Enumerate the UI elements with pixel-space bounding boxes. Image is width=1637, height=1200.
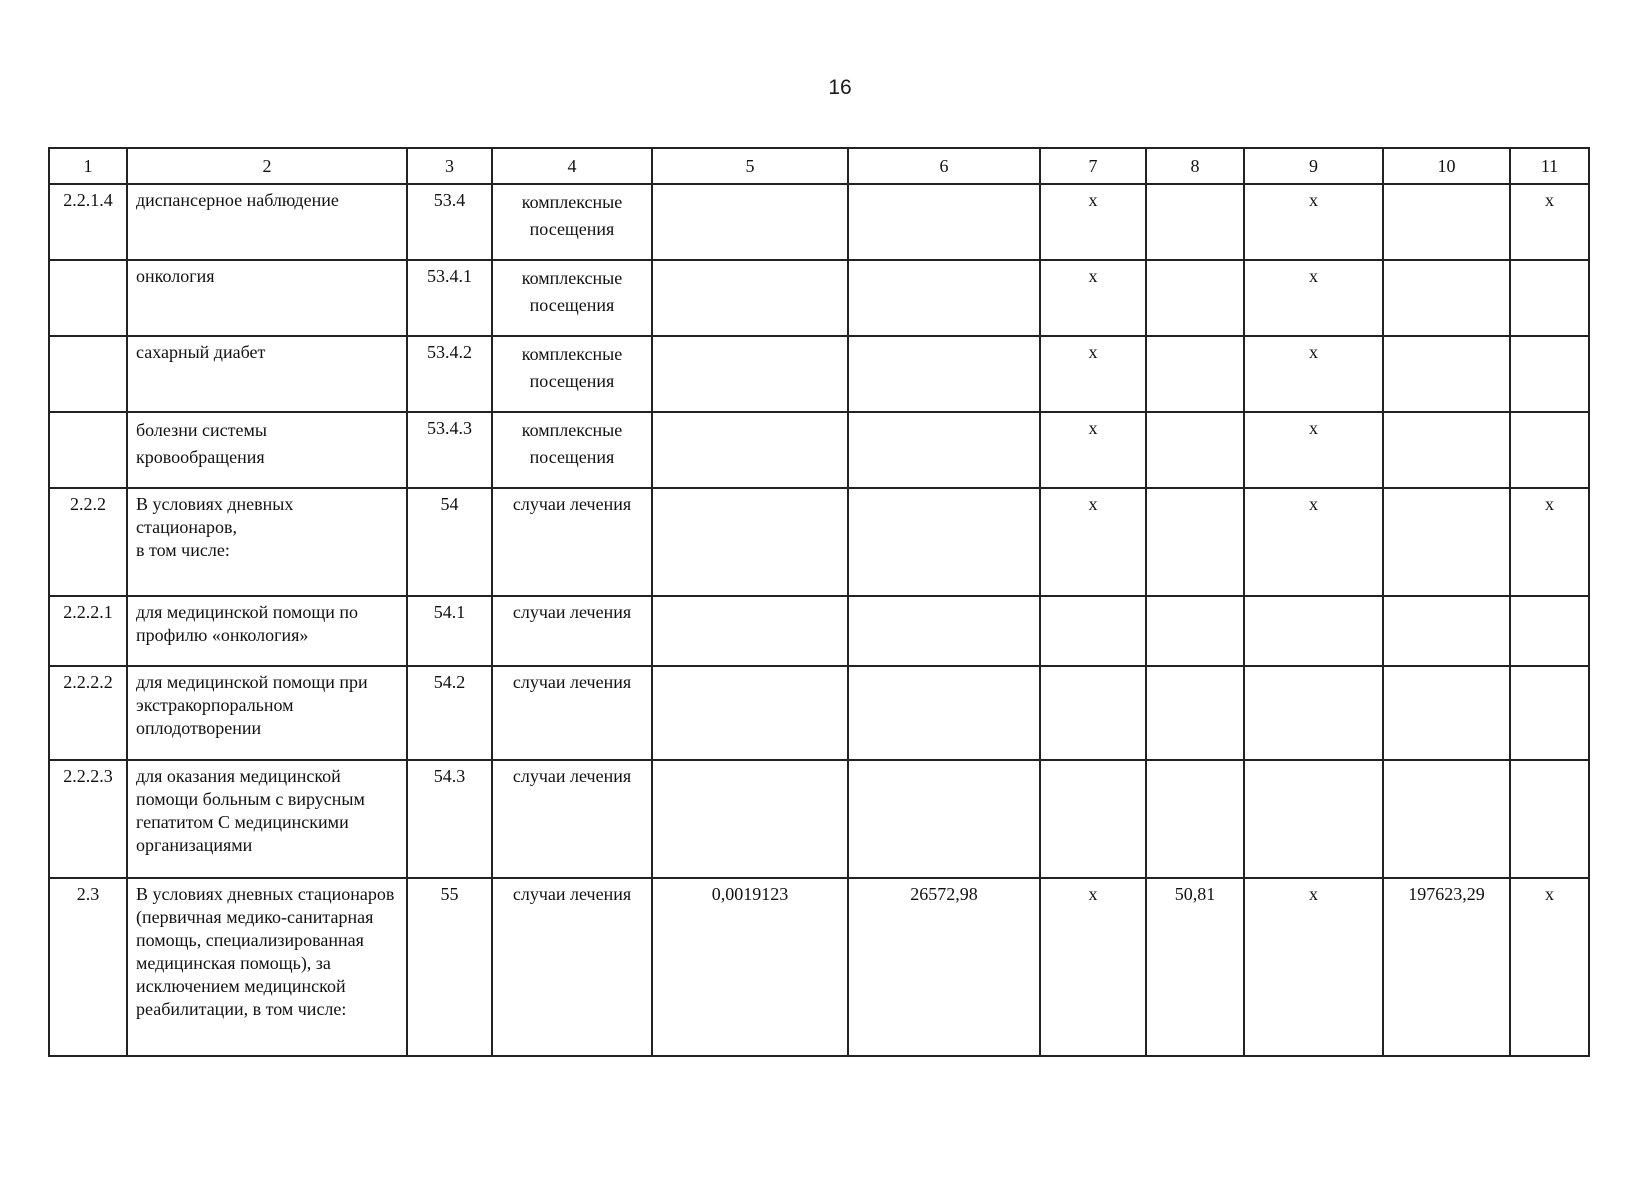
value-cell [1244, 666, 1383, 760]
value-cell [1146, 488, 1244, 596]
header-cell: 6 [848, 148, 1040, 184]
value-cell [1510, 412, 1589, 488]
value-cell [1510, 260, 1589, 336]
header-cell: 9 [1244, 148, 1383, 184]
value-cell [1040, 760, 1146, 878]
value-cell [1383, 760, 1510, 878]
value-cell [1510, 596, 1589, 666]
table-header-row [49, 148, 1589, 184]
line-code-cell: 53.4 [407, 184, 492, 260]
value-cell [1040, 666, 1146, 760]
value-cell [1244, 760, 1383, 878]
value-cell: х [1510, 184, 1589, 260]
units-cell: случаи лечения [492, 760, 652, 878]
value-cell [1244, 596, 1383, 666]
header-cell: 2 [127, 148, 407, 184]
row-number-cell: 2.3 [49, 878, 127, 1056]
table-row [49, 184, 1589, 260]
value-cell [848, 596, 1040, 666]
value-cell: 197623,29 [1383, 878, 1510, 1056]
header-cell: 5 [652, 148, 848, 184]
page-number: 16 [828, 76, 852, 99]
value-cell [1383, 596, 1510, 666]
value-cell: х [1244, 184, 1383, 260]
value-cell [1510, 336, 1589, 412]
line-code-cell: 54.2 [407, 666, 492, 760]
value-cell [1383, 666, 1510, 760]
units-cell: случаи лечения [492, 488, 652, 596]
value-cell [848, 760, 1040, 878]
value-cell [1146, 412, 1244, 488]
units-cell: комплексные посещения [492, 336, 652, 412]
value-cell: х [1040, 336, 1146, 412]
header-cell: 4 [492, 148, 652, 184]
name-cell: для медицинской помощи по профилю «онкология» [127, 596, 407, 666]
units-cell: комплексные посещения [492, 260, 652, 336]
value-cell: х [1040, 412, 1146, 488]
row-number-cell: 2.2.2.2 [49, 666, 127, 760]
header-cell: 8 [1146, 148, 1244, 184]
row-number-cell: 2.2.2.3 [49, 760, 127, 878]
value-cell [652, 184, 848, 260]
value-cell [652, 412, 848, 488]
value-cell: х [1244, 488, 1383, 596]
value-cell [652, 336, 848, 412]
value-cell [1146, 596, 1244, 666]
row-number-cell: 2.2.1.4 [49, 184, 127, 260]
row-number-cell [49, 260, 127, 336]
value-cell [1146, 666, 1244, 760]
value-cell [652, 260, 848, 336]
table-row [49, 760, 1589, 878]
table-row [49, 878, 1589, 1056]
value-cell [848, 336, 1040, 412]
name-cell: для медицинской помощи при экстракорпоральном оплодотворении [127, 666, 407, 760]
line-code-cell: 54 [407, 488, 492, 596]
line-code-cell: 54.1 [407, 596, 492, 666]
value-cell [1146, 760, 1244, 878]
value-cell: х [1244, 878, 1383, 1056]
value-cell [652, 488, 848, 596]
header-cell: 10 [1383, 148, 1510, 184]
data-table [48, 147, 1590, 1057]
value-cell: х [1244, 412, 1383, 488]
row-number-cell: 2.2.2 [49, 488, 127, 596]
value-cell [1146, 184, 1244, 260]
value-cell [1510, 760, 1589, 878]
value-cell [848, 184, 1040, 260]
value-cell: х [1040, 260, 1146, 336]
value-cell [1383, 260, 1510, 336]
line-code-cell: 53.4.1 [407, 260, 492, 336]
value-cell [1040, 596, 1146, 666]
table-row [49, 260, 1589, 336]
value-cell: х [1040, 488, 1146, 596]
row-number-cell [49, 412, 127, 488]
table-row [49, 666, 1589, 760]
value-cell [848, 488, 1040, 596]
value-cell: х [1244, 336, 1383, 412]
value-cell: 26572,98 [848, 878, 1040, 1056]
line-code-cell: 53.4.2 [407, 336, 492, 412]
row-number-cell [49, 336, 127, 412]
header-cell: 1 [49, 148, 127, 184]
line-code-cell: 55 [407, 878, 492, 1056]
table-row [49, 488, 1589, 596]
units-cell: случаи лечения [492, 878, 652, 1056]
name-cell: для оказания медицинской помощи больным с вирусным гепатитом С медицинскими организациями [127, 760, 407, 878]
value-cell [652, 760, 848, 878]
value-cell [1383, 336, 1510, 412]
value-cell [848, 666, 1040, 760]
units-cell: случаи лечения [492, 666, 652, 760]
header-cell: 7 [1040, 148, 1146, 184]
value-cell [652, 596, 848, 666]
value-cell [1383, 184, 1510, 260]
header-cell: 11 [1510, 148, 1589, 184]
value-cell [848, 412, 1040, 488]
table-row [49, 412, 1589, 488]
units-cell: комплексные посещения [492, 184, 652, 260]
name-cell: В условиях дневных стационаров, в том числе: [127, 488, 407, 596]
line-code-cell: 53.4.3 [407, 412, 492, 488]
row-number-cell: 2.2.2.1 [49, 596, 127, 666]
value-cell [1383, 412, 1510, 488]
table-row [49, 336, 1589, 412]
value-cell: 50,81 [1146, 878, 1244, 1056]
value-cell: х [1510, 878, 1589, 1056]
name-cell: болезни системы кровообращения [127, 412, 407, 488]
name-cell: диспансерное наблюдение [127, 184, 407, 260]
units-cell: комплексные посещения [492, 412, 652, 488]
name-cell: онкология [127, 260, 407, 336]
units-cell: случаи лечения [492, 596, 652, 666]
table-row [49, 596, 1589, 666]
value-cell [1383, 488, 1510, 596]
value-cell [652, 666, 848, 760]
value-cell: х [1510, 488, 1589, 596]
line-code-cell: 54.3 [407, 760, 492, 878]
name-cell: В условиях дневных стационаров (первичная медико-санитарная помощь, специализированная медицинская помощь), за исключением медицинской реабилитации, в том числе: [127, 878, 407, 1056]
value-cell: х [1040, 184, 1146, 260]
value-cell: 0,0019123 [652, 878, 848, 1056]
value-cell [1146, 336, 1244, 412]
value-cell: х [1040, 878, 1146, 1056]
value-cell [1146, 260, 1244, 336]
name-cell: сахарный диабет [127, 336, 407, 412]
value-cell [848, 260, 1040, 336]
value-cell: х [1244, 260, 1383, 336]
header-cell: 3 [407, 148, 492, 184]
value-cell [1510, 666, 1589, 760]
